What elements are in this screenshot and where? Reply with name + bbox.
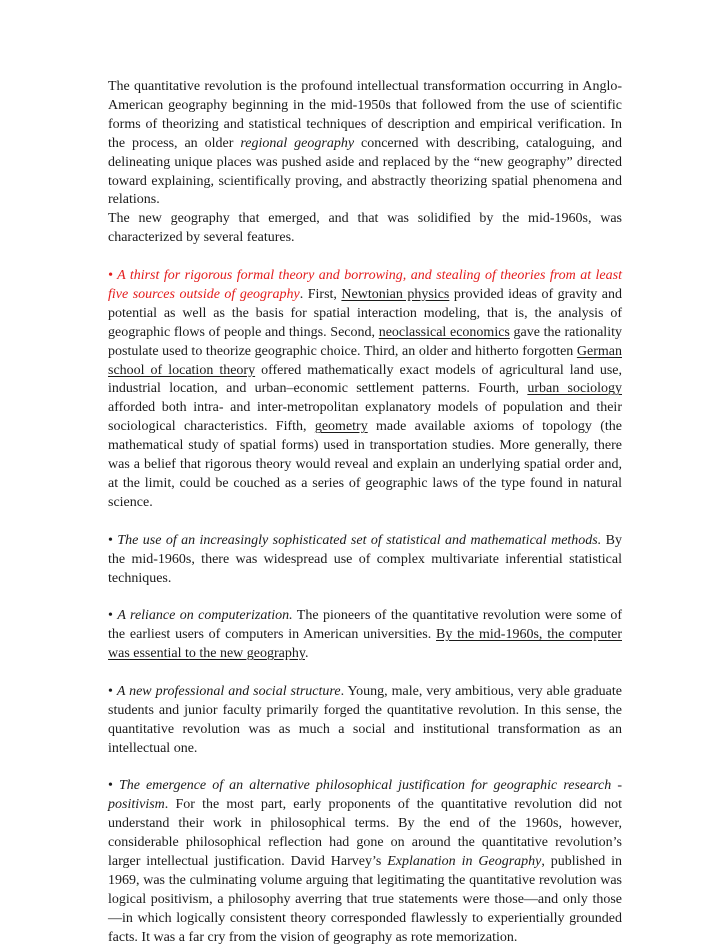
bullet: • <box>108 268 118 284</box>
feature-positivism-heading: The emergence of an alternative philosophical justification for geographic research - positivism <box>108 778 622 813</box>
feature-methods-paragraph: • The use of an increasingly sophisticated set of statistical and mathematical methods. By the mid-1960s, there was widespread use of complex multivariate inferential statistical techniques. <box>108 532 623 586</box>
feature-positivism-paragraph: • The emergence of an alternative philosophical justification for geographic research - positivism. For the most part, early proponents of the quantitative revolution did not understand their work in philosophical terms. By the end of the 1960s, however, considerable philosophical reflection had gone on around the quantitative revolution’s larger intellectual justification. David Harvey’s Explanation in Geography, published in 1969, was the culminating volume arguing that legitimating the quantitative revolution was logical positivism, a philosophy averring that true statements were those—and only those—in which logically consistent theory corresponded flawlessly to experientially grounded facts. It was a far cry from the vision of geography as rote memorization. <box>108 778 622 945</box>
bullet: • <box>108 683 117 699</box>
link-neoclassical-economics[interactable]: neoclassical economics <box>378 324 510 340</box>
feature-social-structure-paragraph: • A new professional and social structure. Young, male, very ambitious, very able graduate students and junior faculty primarily forged the quantitative revolution. In this sense, the quantitative revolution was as much a social and institutional transformation as an intellectual one. <box>108 683 622 756</box>
feature-theory-paragraph: • A thirst for rigorous formal theory and borrowing, and stealing of theories from at least five sources outside of geography. First, Newtonian physics provided ideas of gravity and potential as well as the basis for spatial interaction modeling, that is, the analysis of geographic flows of people and things. Second, neoclassical economics gave the rationality postulate used to theorize geographic choice. Third, an older and hitherto forgotten German school of location theory offered mathematically exact models of agricultural land use, industrial location, and urban–economic settlement patterns. Fourth, urban sociology afforded both intra- and inter-metropolitan explanatory models of population and their sociological characteristics. Fifth, geometry made available axioms of topology (the mathematical study of spatial forms) used in transportation studies. More generally, there was a belief that rigorous theory would reveal and explain an underlying spatial order and, at the limit, could be couched as a series of geographic laws of the type found in natural science. <box>108 268 622 510</box>
bullet: • <box>108 532 118 548</box>
intro-paragraph-2: The new geography that emerged, and that was solidified by the mid-1960s, was characterized by several features. <box>108 211 622 246</box>
feature-social-structure-heading: A new professional and social structure <box>116 683 341 699</box>
feature-theory-heading: A thirst for rigorous formal theory and borrowing, and stealing of theories from at least five sources outside of geography <box>108 268 622 302</box>
regional-geography-term: regional geography <box>240 135 355 151</box>
link-geometry[interactable]: geometry <box>314 419 368 435</box>
link-german-location-theory[interactable]: German school of location theory <box>108 343 622 378</box>
bullet: • <box>108 608 118 624</box>
feature-computerization-paragraph: • A reliance on computerization. The pioneers of the quantitative revolution were some of the earliest users of computers in American universities. By the mid-1960s, the computer was essential to the new geography. <box>108 608 622 662</box>
link-newtonian-physics[interactable]: Newtonian physics <box>341 286 450 302</box>
feature-computerization-heading: A reliance on computerization. <box>117 608 293 624</box>
link-urban-sociology[interactable]: urban sociology <box>527 381 622 397</box>
intro-paragraph: The quantitative revolution is the profound intellectual transformation occurring in Anglo-American geography beginning in the mid-1950s that followed from the use of scientific forms of theorizing and statistical techniques of description and empirical verification. In the process, an older regional geography concerned with describing, cataloguing, and delineating unique places was pushed aside and replaced by the “new geography” directed toward explaining, scientifically proving, and abstractly theorizing spatial phenomena and relations. <box>108 79 622 208</box>
bullet: • <box>108 778 119 794</box>
computer-essential-underlined: By the mid-1960s, the computer was essential to the new geography <box>108 627 622 662</box>
book-title: Explanation in Geography <box>387 854 542 870</box>
feature-methods-heading: The use of an increasingly sophisticated set of statistical and mathematical methods. <box>117 532 602 548</box>
